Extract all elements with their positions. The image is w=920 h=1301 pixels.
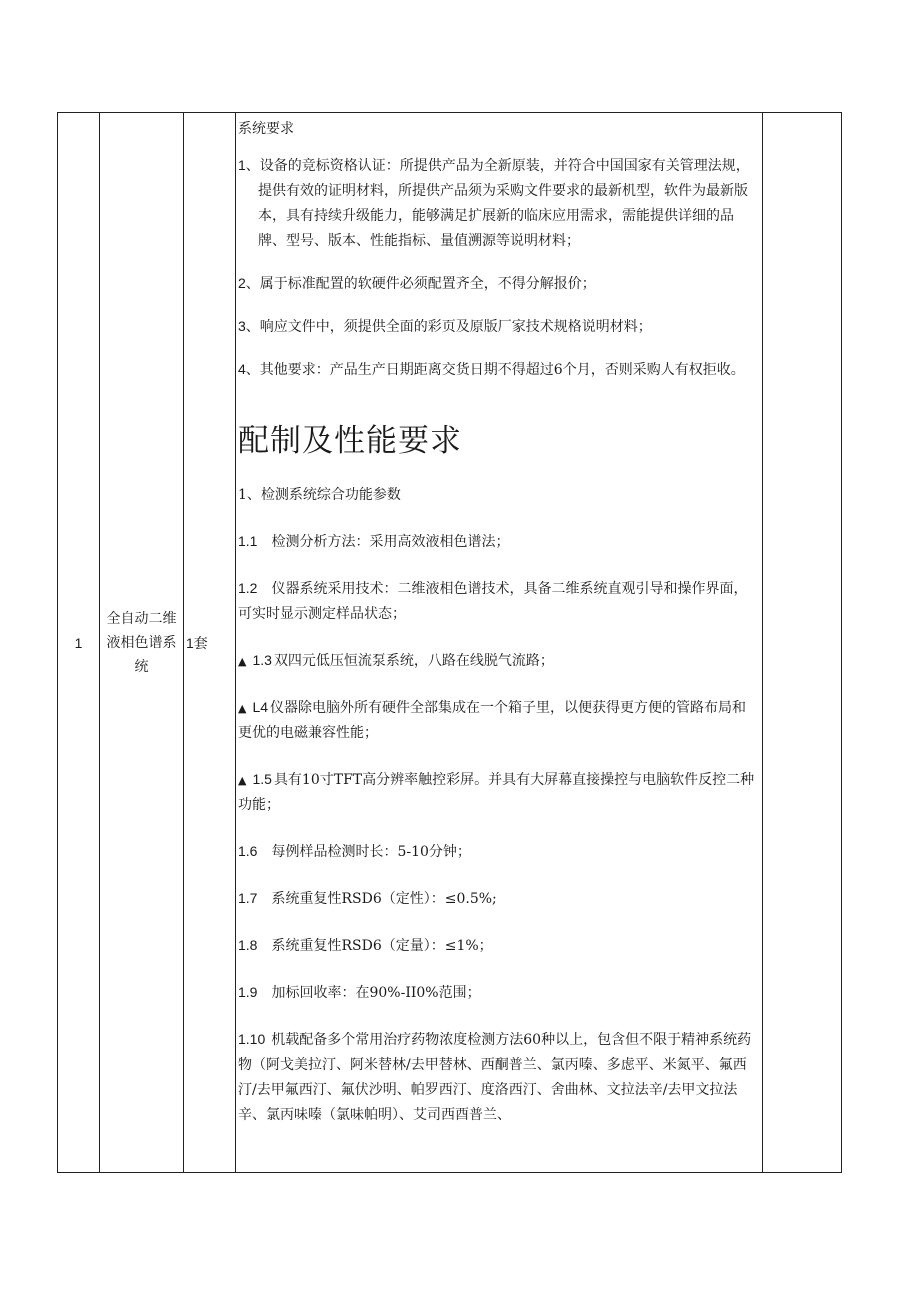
- spec-item: 1.9 加标回收率：在90%-II0%范围；: [238, 984, 481, 1001]
- requirement-item: 1、设备的竞标资格认证：所提供产品为全新原装，并符合中国国家有关管理法规，提供有效的证明材料，所提供产品须为采购文件要求的最新机型，软件为最新版本，具有持续升级能力，能够满足扩展新的临床应用需求，需能提供详细的品牌、型号、版本、性能指标、量值溯源等说明材料；: [238, 157, 750, 249]
- config-subheading: 1、检测系统综合功能参数: [238, 487, 401, 503]
- product-name-cell: [100, 113, 184, 1173]
- system-requirements-title: 系统要求: [238, 121, 294, 137]
- spec-item: ▲ L4 仪器除电脑外所有硬件全部集成在一个箱子里，以便获得更方便的管路布局和更优的电磁兼容性能；: [238, 699, 747, 741]
- spec-item: 1.1 检测分析方法：采用高效液相色谱法；: [238, 533, 510, 550]
- quantity-value: 1套: [186, 634, 208, 651]
- remarks-cell: [763, 113, 842, 1173]
- spec-item: ▲ 1.5 具有10寸TFT高分辨率触控彩屏。并具有大屏幕直接操控与电脑软件反控二种功能；: [238, 771, 755, 813]
- requirement-item: 2、属于标准配置的软硬件必须配置齐全，不得分解报价；: [238, 275, 596, 292]
- spec-item: 1.7 系统重复性RSD6（定性）：≤0.5%;: [238, 890, 497, 907]
- triangle-marker-icon: ▲: [238, 774, 247, 787]
- requirement-item: 4、其他要求：产品生产日期距离交货日期不得超过6个月，否则采购人有权拒收。: [238, 361, 745, 378]
- row-index: 1: [74, 634, 83, 651]
- requirements-cell: [236, 113, 763, 1173]
- spec-table: [57, 112, 842, 1173]
- spec-item: 1.8 系统重复性RSD6（定量）：≤1%；: [238, 937, 493, 954]
- triangle-marker-icon: ▲: [238, 655, 247, 668]
- requirement-item: 3、响应文件中，须提供全面的彩页及原版厂家技术规格说明材料；: [238, 318, 652, 335]
- config-heading: 配制及性能要求: [238, 423, 462, 459]
- product-name-line-2: 液相色谱系: [106, 634, 177, 651]
- spec-item: 1.2 仪器系统采用技术：二维液相色谱技术，具备二维系统直观引导和操作界面，可实时显示测定样品状态；: [238, 580, 748, 622]
- spec-item: 1.6 每例样品检测时长：5-10分钟；: [238, 843, 471, 860]
- triangle-marker-icon: ▲: [238, 702, 247, 715]
- table-row: [58, 113, 842, 1173]
- spec-item: 1.10 机载配备多个常用治疗药物浓度检测方法60种以上，包含但不限于精神系统药物（阿戈美拉汀、阿米替林/去甲替林、西酮普兰、氯丙嗪、多虑平、米氮平、氟西汀/去甲氟西汀、氟伏沙明、帕罗西汀、度洛西汀、舍曲林、文拉法辛/去甲文拉法辛、氯丙味嗪（氯味帕明）、艾司西酉普兰、: [238, 1031, 752, 1123]
- spec-item: ▲ 1.3 双四元低压恒流泵系统，八路在线脱气流路；: [238, 652, 554, 669]
- product-name-line-3: 统: [134, 658, 149, 675]
- quantity-cell: [184, 113, 236, 1173]
- product-name-line-1: 全自动二维: [106, 610, 177, 627]
- row-index-cell: [58, 113, 100, 1173]
